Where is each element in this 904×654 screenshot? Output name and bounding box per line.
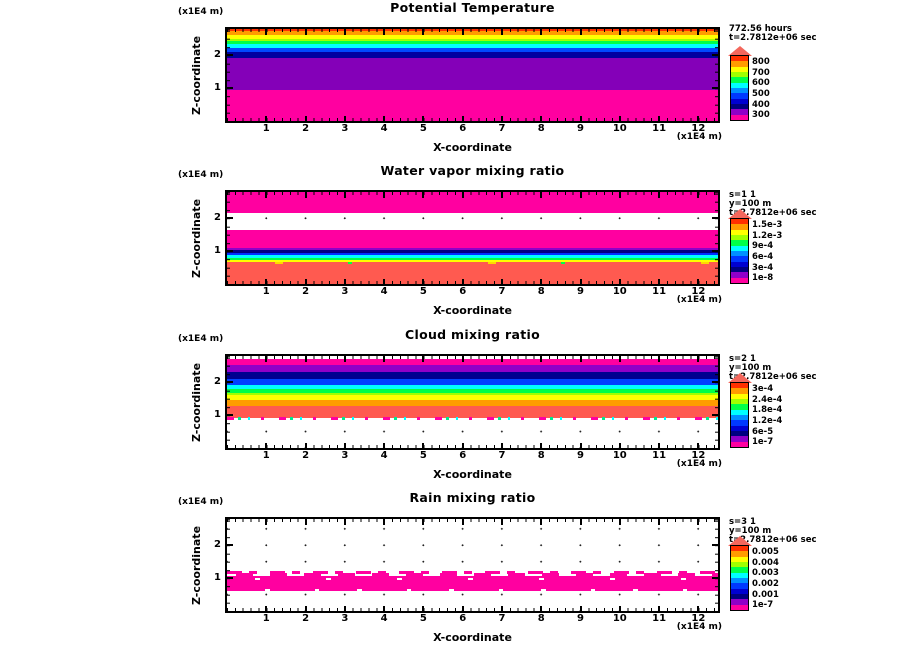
x-major-tick bbox=[344, 192, 346, 198]
x-major-tick bbox=[462, 519, 464, 525]
z-major-tick bbox=[227, 544, 233, 546]
x-major-tick bbox=[422, 606, 424, 612]
x-major-tick bbox=[462, 192, 464, 198]
z-major-tick bbox=[227, 381, 233, 383]
z-major-tick bbox=[712, 577, 718, 579]
z-tick-label: 1 bbox=[214, 245, 221, 257]
x-major-tick bbox=[344, 29, 346, 35]
x-major-tick bbox=[422, 116, 424, 122]
z-tick-label: 2 bbox=[214, 49, 221, 61]
legend-line: s=3 1 bbox=[729, 517, 756, 527]
z-axis-title: Z-coordinate bbox=[190, 35, 203, 115]
x-tick-label: 7 bbox=[498, 613, 506, 624]
plot-area bbox=[225, 354, 720, 450]
x-major-tick bbox=[619, 443, 621, 449]
x-major-tick bbox=[619, 29, 621, 35]
x-major-tick bbox=[462, 443, 464, 449]
x-major-tick bbox=[344, 606, 346, 612]
x-tick-label: 2 bbox=[302, 286, 310, 297]
x-axis-title: X-coordinate bbox=[433, 304, 512, 317]
colorbar-tick-label: 1e-8 bbox=[752, 273, 774, 284]
x-tick-label: 1 bbox=[262, 286, 270, 297]
x-major-tick bbox=[619, 606, 621, 612]
legend-line: t=2.7812e+06 sec bbox=[729, 33, 817, 43]
z-tick-label: 2 bbox=[214, 376, 221, 388]
legend-line: t=2.7812e+06 sec bbox=[729, 372, 817, 382]
x-major-tick bbox=[658, 116, 660, 122]
z-major-tick bbox=[227, 250, 233, 252]
z-tick-label: 2 bbox=[214, 212, 221, 224]
panel-2 bbox=[0, 163, 904, 326]
x-major-tick bbox=[305, 356, 307, 362]
x-major-tick bbox=[265, 29, 267, 35]
x-major-tick bbox=[697, 519, 699, 525]
colorbar-tick-label: 0.001 bbox=[752, 589, 779, 600]
z-minor-ticks-left bbox=[227, 356, 230, 448]
x-major-tick bbox=[658, 356, 660, 362]
panel-1 bbox=[0, 0, 904, 163]
x-major-tick bbox=[462, 116, 464, 122]
x-major-tick bbox=[697, 29, 699, 35]
x-major-tick bbox=[540, 356, 542, 362]
x-major-tick bbox=[501, 443, 503, 449]
x-tick-label: 10 bbox=[612, 286, 627, 297]
noise-strip bbox=[227, 589, 718, 592]
z-major-tick bbox=[712, 54, 718, 56]
x-tick-label: 3 bbox=[341, 450, 349, 461]
x-major-tick bbox=[580, 29, 582, 35]
x-tick-label: 1 bbox=[262, 613, 270, 624]
z-units-label: (x1E4 m) bbox=[178, 7, 224, 17]
z-major-tick bbox=[712, 217, 718, 219]
z-minor-ticks-right bbox=[715, 519, 718, 611]
x-axis-title: X-coordinate bbox=[433, 141, 512, 154]
x-tick-label: 6 bbox=[459, 123, 467, 134]
x-major-tick bbox=[540, 606, 542, 612]
x-major-tick bbox=[344, 279, 346, 285]
contour-band bbox=[227, 90, 718, 121]
x-major-tick bbox=[422, 192, 424, 198]
x-tick-label: 10 bbox=[612, 123, 627, 134]
x-tick-label: 8 bbox=[537, 286, 545, 297]
z-units-label: (x1E4 m) bbox=[178, 334, 224, 344]
x-major-tick bbox=[305, 192, 307, 198]
colorbar bbox=[731, 219, 748, 283]
x-major-tick bbox=[658, 606, 660, 612]
x-minor-ticks-bottom bbox=[227, 281, 718, 284]
x-major-tick bbox=[658, 192, 660, 198]
x-major-tick bbox=[540, 443, 542, 449]
x-tick-label: 10 bbox=[612, 450, 627, 461]
legend-line: s=1 1 bbox=[729, 190, 756, 200]
legend-line: 772.56 hours bbox=[729, 24, 792, 34]
colorbar-tick-label: 500 bbox=[752, 88, 770, 99]
x-major-tick bbox=[383, 606, 385, 612]
x-tick-label: 8 bbox=[537, 450, 545, 461]
x-major-tick bbox=[265, 192, 267, 198]
colorbar-tick-label: 1.2e-3 bbox=[752, 230, 783, 241]
x-major-tick bbox=[658, 519, 660, 525]
colorbar-tick-label: 1e-7 bbox=[752, 600, 774, 611]
colorbar-tick-label: 1.5e-3 bbox=[752, 219, 783, 230]
colorbar bbox=[731, 383, 748, 447]
x-major-tick bbox=[422, 443, 424, 449]
x-major-tick bbox=[265, 356, 267, 362]
x-major-tick bbox=[265, 606, 267, 612]
x-major-tick bbox=[383, 519, 385, 525]
z-major-tick bbox=[227, 217, 233, 219]
legend-line: y=100 m bbox=[729, 199, 772, 209]
z-tick-label: 1 bbox=[214, 409, 221, 421]
x-tick-label: 2 bbox=[302, 123, 310, 134]
x-tick-label: 5 bbox=[419, 286, 427, 297]
x-major-tick bbox=[619, 279, 621, 285]
x-major-tick bbox=[305, 279, 307, 285]
z-tick-label: 2 bbox=[214, 539, 221, 551]
x-minor-ticks-top bbox=[227, 356, 718, 359]
x-major-tick bbox=[580, 443, 582, 449]
colorbar-overflow-triangle bbox=[728, 46, 752, 56]
x-tick-label: 6 bbox=[459, 450, 467, 461]
contour-band bbox=[227, 372, 718, 379]
x-tick-label: 2 bbox=[302, 450, 310, 461]
colorbar-tick-label: 1.2e-4 bbox=[752, 415, 783, 426]
legend-line: t=2.7812e+06 sec bbox=[729, 535, 817, 545]
colorbar-tick-label: 300 bbox=[752, 110, 770, 121]
colorbar-band bbox=[731, 115, 748, 121]
z-major-tick bbox=[227, 87, 233, 89]
x-tick-label: 2 bbox=[302, 613, 310, 624]
x-major-tick bbox=[344, 519, 346, 525]
x-major-tick bbox=[265, 443, 267, 449]
colorbar-tick-label: 3e-4 bbox=[752, 262, 774, 273]
x-major-tick bbox=[697, 279, 699, 285]
colorbar-tick-label: 0.003 bbox=[752, 568, 779, 579]
z-major-tick bbox=[227, 54, 233, 56]
x-tick-label: 8 bbox=[537, 613, 545, 624]
x-major-tick bbox=[540, 519, 542, 525]
x-tick-label: 12 bbox=[691, 286, 706, 297]
grid-dots bbox=[227, 519, 718, 611]
x-tick-label: 1 bbox=[262, 450, 270, 461]
x-major-tick bbox=[383, 356, 385, 362]
x-major-tick bbox=[580, 606, 582, 612]
contour-band bbox=[227, 58, 718, 90]
x-tick-label: 4 bbox=[380, 450, 388, 461]
x-major-tick bbox=[383, 192, 385, 198]
x-major-tick bbox=[462, 356, 464, 362]
x-tick-label: 4 bbox=[380, 613, 388, 624]
noise-strip bbox=[227, 573, 718, 576]
x-minor-ticks-top bbox=[227, 519, 718, 522]
x-major-tick bbox=[658, 29, 660, 35]
x-major-tick bbox=[305, 116, 307, 122]
x-minor-ticks-bottom bbox=[227, 118, 718, 121]
x-tick-label: 3 bbox=[341, 613, 349, 624]
colorbar-tick-label: 9e-4 bbox=[752, 241, 774, 252]
x-axis-title: X-coordinate bbox=[433, 631, 512, 644]
colorbar-overflow-triangle bbox=[728, 536, 752, 546]
x-tick-label: 9 bbox=[577, 613, 584, 624]
colorbar-tick-label: 800 bbox=[752, 56, 770, 67]
x-tick-label: 4 bbox=[380, 123, 388, 134]
colorbar-tick-label: 1.8e-4 bbox=[752, 405, 783, 416]
x-tick-label: 12 bbox=[691, 450, 706, 461]
x-major-tick bbox=[658, 443, 660, 449]
contour-band bbox=[227, 230, 718, 248]
x-units-label: (x1E4 m) bbox=[676, 295, 722, 305]
x-tick-label: 11 bbox=[652, 450, 667, 461]
x-major-tick bbox=[580, 192, 582, 198]
x-major-tick bbox=[580, 356, 582, 362]
noise-strip bbox=[227, 417, 718, 420]
z-tick-label: 1 bbox=[214, 572, 221, 584]
z-major-tick bbox=[712, 250, 718, 252]
colorbar-overflow-triangle bbox=[728, 209, 752, 219]
x-major-tick bbox=[422, 356, 424, 362]
x-major-tick bbox=[422, 29, 424, 35]
x-major-tick bbox=[580, 116, 582, 122]
x-major-tick bbox=[501, 606, 503, 612]
x-major-tick bbox=[265, 519, 267, 525]
z-units-label: (x1E4 m) bbox=[178, 170, 224, 180]
z-major-tick bbox=[227, 577, 233, 579]
colorbar-tick-label: 6e-4 bbox=[752, 251, 774, 262]
x-major-tick bbox=[305, 519, 307, 525]
x-minor-ticks-bottom bbox=[227, 445, 718, 448]
noise-strip bbox=[227, 262, 718, 264]
z-major-tick bbox=[712, 87, 718, 89]
x-major-tick bbox=[422, 279, 424, 285]
x-tick-label: 9 bbox=[577, 123, 584, 134]
colorbar-tick-label: 400 bbox=[752, 99, 770, 110]
z-minor-ticks-left bbox=[227, 519, 230, 611]
z-minor-ticks-right bbox=[715, 356, 718, 448]
colorbar-tick-label: 0.004 bbox=[752, 557, 779, 568]
z-axis-title: Z-coordinate bbox=[190, 362, 203, 442]
x-major-tick bbox=[383, 443, 385, 449]
legend-line: s=2 1 bbox=[729, 354, 756, 364]
x-tick-label: 7 bbox=[498, 123, 506, 134]
x-major-tick bbox=[697, 356, 699, 362]
x-minor-ticks-bottom bbox=[227, 608, 718, 611]
x-major-tick bbox=[501, 192, 503, 198]
x-major-tick bbox=[422, 519, 424, 525]
x-major-tick bbox=[383, 116, 385, 122]
colorbar-tick-label: 0.002 bbox=[752, 578, 779, 589]
x-major-tick bbox=[265, 116, 267, 122]
colorbar-tick-label: 2.4e-4 bbox=[752, 394, 783, 405]
colorbar-tick-label: 700 bbox=[752, 67, 770, 78]
x-major-tick bbox=[501, 279, 503, 285]
plot-area bbox=[225, 190, 720, 286]
colorbar-band bbox=[731, 442, 748, 448]
x-major-tick bbox=[501, 29, 503, 35]
colorbar-overflow-triangle bbox=[728, 373, 752, 383]
x-tick-label: 1 bbox=[262, 123, 270, 134]
plot-area bbox=[225, 517, 720, 613]
panel-title: Rain mixing ratio bbox=[409, 490, 536, 505]
x-major-tick bbox=[619, 519, 621, 525]
z-major-tick bbox=[712, 381, 718, 383]
x-major-tick bbox=[501, 519, 503, 525]
x-minor-ticks-top bbox=[227, 29, 718, 32]
x-tick-label: 3 bbox=[341, 286, 349, 297]
x-major-tick bbox=[383, 29, 385, 35]
x-tick-label: 10 bbox=[612, 613, 627, 624]
z-minor-ticks-left bbox=[227, 192, 230, 284]
panel-title: Potential Temperature bbox=[390, 0, 555, 15]
panel-title: Water vapor mixing ratio bbox=[380, 163, 565, 178]
z-major-tick bbox=[712, 414, 718, 416]
z-minor-ticks-right bbox=[715, 29, 718, 121]
x-tick-label: 4 bbox=[380, 286, 388, 297]
plot-area bbox=[225, 27, 720, 123]
x-minor-ticks-top bbox=[227, 192, 718, 195]
x-tick-label: 12 bbox=[691, 613, 706, 624]
x-tick-label: 3 bbox=[341, 123, 349, 134]
x-major-tick bbox=[697, 116, 699, 122]
x-tick-label: 5 bbox=[419, 123, 427, 134]
panel-3 bbox=[0, 327, 904, 490]
x-tick-label: 8 bbox=[537, 123, 545, 134]
x-tick-label: 12 bbox=[691, 123, 706, 134]
colorbar bbox=[731, 546, 748, 610]
x-tick-label: 7 bbox=[498, 286, 506, 297]
x-units-label: (x1E4 m) bbox=[676, 459, 722, 469]
x-major-tick bbox=[540, 116, 542, 122]
x-major-tick bbox=[619, 116, 621, 122]
x-major-tick bbox=[344, 356, 346, 362]
z-major-tick bbox=[712, 544, 718, 546]
colorbar-tick-label: 600 bbox=[752, 78, 770, 89]
x-units-label: (x1E4 m) bbox=[676, 132, 722, 142]
x-major-tick bbox=[619, 356, 621, 362]
x-tick-label: 9 bbox=[577, 450, 584, 461]
x-major-tick bbox=[305, 29, 307, 35]
panel-4 bbox=[0, 490, 904, 653]
x-axis-title: X-coordinate bbox=[433, 468, 512, 481]
x-major-tick bbox=[619, 192, 621, 198]
x-major-tick bbox=[383, 279, 385, 285]
z-tick-label: 1 bbox=[214, 82, 221, 94]
x-major-tick bbox=[580, 279, 582, 285]
x-major-tick bbox=[305, 443, 307, 449]
x-major-tick bbox=[462, 279, 464, 285]
contour-band bbox=[227, 192, 718, 213]
x-tick-label: 5 bbox=[419, 450, 427, 461]
z-major-tick bbox=[227, 414, 233, 416]
noise-strip bbox=[227, 578, 718, 580]
x-major-tick bbox=[265, 279, 267, 285]
x-major-tick bbox=[501, 356, 503, 362]
colorbar-tick-label: 6e-5 bbox=[752, 426, 774, 437]
x-tick-label: 5 bbox=[419, 613, 427, 624]
z-axis-title: Z-coordinate bbox=[190, 198, 203, 278]
colorbar-tick-label: 1e-7 bbox=[752, 437, 774, 448]
contour-band bbox=[227, 365, 718, 372]
x-major-tick bbox=[540, 192, 542, 198]
x-tick-label: 7 bbox=[498, 450, 506, 461]
contour-band bbox=[227, 406, 718, 418]
colorbar-band bbox=[731, 605, 748, 611]
colorbar-tick-label: 0.005 bbox=[752, 546, 779, 557]
x-major-tick bbox=[501, 116, 503, 122]
x-major-tick bbox=[344, 116, 346, 122]
colorbar-band bbox=[731, 278, 748, 284]
legend-line: y=100 m bbox=[729, 526, 772, 536]
x-tick-label: 11 bbox=[652, 613, 667, 624]
x-major-tick bbox=[344, 443, 346, 449]
x-major-tick bbox=[305, 606, 307, 612]
z-units-label: (x1E4 m) bbox=[178, 497, 224, 507]
x-tick-label: 11 bbox=[652, 286, 667, 297]
x-units-label: (x1E4 m) bbox=[676, 622, 722, 632]
x-major-tick bbox=[697, 192, 699, 198]
x-major-tick bbox=[658, 279, 660, 285]
x-tick-label: 6 bbox=[459, 613, 467, 624]
legend-line: t=2.7812e+06 sec bbox=[729, 208, 817, 218]
x-tick-label: 11 bbox=[652, 123, 667, 134]
z-minor-ticks-left bbox=[227, 29, 230, 121]
x-tick-label: 6 bbox=[459, 286, 467, 297]
colorbar bbox=[731, 56, 748, 120]
x-tick-label: 9 bbox=[577, 286, 584, 297]
x-major-tick bbox=[462, 29, 464, 35]
x-major-tick bbox=[697, 443, 699, 449]
x-major-tick bbox=[540, 279, 542, 285]
colorbar-tick-label: 3e-4 bbox=[752, 383, 774, 394]
x-major-tick bbox=[580, 519, 582, 525]
z-minor-ticks-right bbox=[715, 192, 718, 284]
x-major-tick bbox=[697, 606, 699, 612]
legend-line: y=100 m bbox=[729, 363, 772, 373]
x-major-tick bbox=[540, 29, 542, 35]
panel-title: Cloud mixing ratio bbox=[405, 327, 540, 342]
z-axis-title: Z-coordinate bbox=[190, 525, 203, 605]
x-major-tick bbox=[462, 606, 464, 612]
